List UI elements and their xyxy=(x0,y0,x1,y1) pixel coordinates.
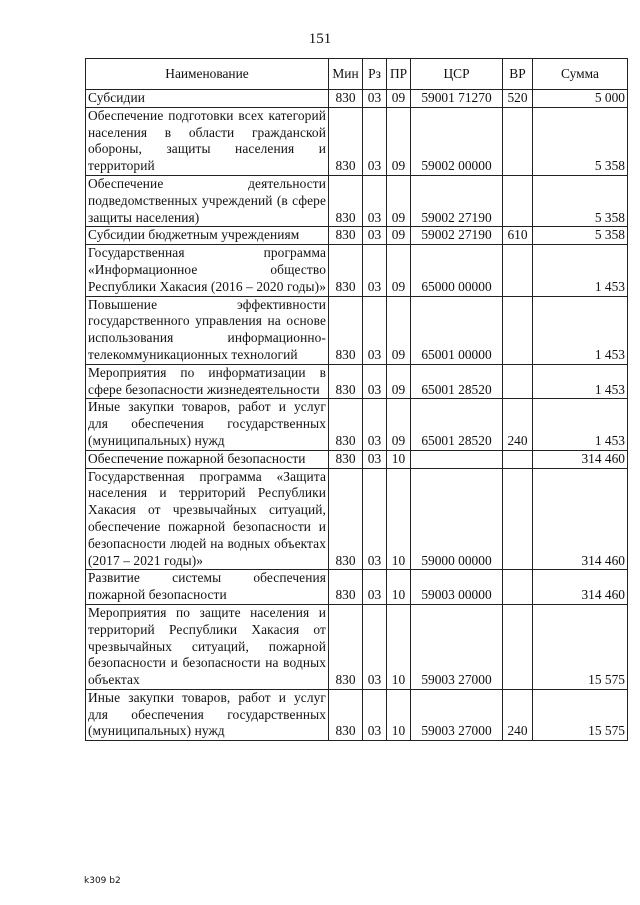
cell-vr xyxy=(503,296,533,364)
table-row xyxy=(86,107,628,175)
cell-vr: 240 xyxy=(503,689,533,740)
cell-rz: 03 xyxy=(363,570,387,605)
cell-rz: 03 xyxy=(363,245,387,296)
cell-csr: 59003 27000 xyxy=(411,604,503,689)
cell-vr xyxy=(503,468,533,570)
cell-csr: 65001 28520 xyxy=(411,399,503,450)
cell-pr: 09 xyxy=(387,90,411,108)
cell-vr xyxy=(503,570,533,605)
cell-csr: 65000 00000 xyxy=(411,245,503,296)
cell-rz: 03 xyxy=(363,399,387,450)
cell-rz: 03 xyxy=(363,227,387,245)
cell-name: Иные закупки товаров, работ и услуг для обеспечения государственных (муниципальных) нужд xyxy=(86,689,329,740)
header-min: Мин xyxy=(329,59,363,90)
cell-csr xyxy=(411,450,503,468)
cell-name: Государственная программа «Информационное общество Республики Хакасия (2016 – 2020 годы)» xyxy=(86,245,329,296)
table-header-row xyxy=(86,59,628,90)
cell-csr: 59000 00000 xyxy=(411,468,503,570)
cell-pr: 10 xyxy=(387,450,411,468)
cell-rz: 03 xyxy=(363,107,387,175)
cell-vr: 610 xyxy=(503,227,533,245)
cell-name: Обеспечение деятельности подведомственных учреждений (в сфере защиты населения) xyxy=(86,175,329,226)
cell-rz: 03 xyxy=(363,296,387,364)
table-row xyxy=(86,245,628,296)
cell-min: 830 xyxy=(329,570,363,605)
cell-min: 830 xyxy=(329,689,363,740)
header-sum: Сумма xyxy=(533,59,628,90)
cell-vr: 520 xyxy=(503,90,533,108)
cell-vr xyxy=(503,245,533,296)
cell-csr: 59003 00000 xyxy=(411,570,503,605)
table-row xyxy=(86,296,628,364)
cell-min: 830 xyxy=(329,399,363,450)
cell-sum: 5 000 xyxy=(533,90,628,108)
cell-min: 830 xyxy=(329,364,363,399)
cell-name: Мероприятия по информатизации в сфере безопасности жизнедеятельности xyxy=(86,364,329,399)
cell-min: 830 xyxy=(329,245,363,296)
header-pr: ПР xyxy=(387,59,411,90)
cell-name: Обеспечение подготовки всех категорий населения в области гражданской обороны, защиты населения и территорий xyxy=(86,107,329,175)
cell-sum: 5 358 xyxy=(533,227,628,245)
header-csr: ЦСР xyxy=(411,59,503,90)
cell-pr: 10 xyxy=(387,689,411,740)
cell-rz: 03 xyxy=(363,689,387,740)
cell-min: 830 xyxy=(329,468,363,570)
cell-name: Мероприятия по защите населения и территорий Республики Хакасия от чрезвычайных ситуаций, пожарной безопасности и безопасности на водных объектах xyxy=(86,604,329,689)
cell-min: 830 xyxy=(329,175,363,226)
table-row xyxy=(86,364,628,399)
cell-pr: 09 xyxy=(387,364,411,399)
cell-pr: 10 xyxy=(387,468,411,570)
cell-pr: 10 xyxy=(387,570,411,605)
cell-name: Иные закупки товаров, работ и услуг для обеспечения государственных (муниципальных) нужд xyxy=(86,399,329,450)
cell-sum: 5 358 xyxy=(533,107,628,175)
cell-sum: 1 453 xyxy=(533,296,628,364)
cell-sum: 1 453 xyxy=(533,245,628,296)
cell-csr: 59003 27000 xyxy=(411,689,503,740)
table-row xyxy=(86,227,628,245)
table-row xyxy=(86,689,628,740)
cell-csr: 59002 00000 xyxy=(411,107,503,175)
cell-rz: 03 xyxy=(363,175,387,226)
cell-vr xyxy=(503,450,533,468)
cell-pr: 09 xyxy=(387,227,411,245)
cell-sum: 15 575 xyxy=(533,604,628,689)
cell-min: 830 xyxy=(329,296,363,364)
table-row xyxy=(86,450,628,468)
table-row xyxy=(86,399,628,450)
cell-pr: 09 xyxy=(387,296,411,364)
cell-sum: 5 358 xyxy=(533,175,628,226)
budget-table xyxy=(85,58,628,741)
table-body xyxy=(86,90,628,741)
cell-pr: 09 xyxy=(387,175,411,226)
cell-name: Развитие системы обеспечения пожарной безопасности xyxy=(86,570,329,605)
cell-sum: 314 460 xyxy=(533,450,628,468)
cell-min: 830 xyxy=(329,450,363,468)
cell-csr: 59002 27190 xyxy=(411,227,503,245)
cell-vr xyxy=(503,175,533,226)
header-vr: ВР xyxy=(503,59,533,90)
cell-sum: 314 460 xyxy=(533,468,628,570)
cell-name: Обеспечение пожарной безопасности xyxy=(86,450,329,468)
cell-rz: 03 xyxy=(363,90,387,108)
header-name: Наименование xyxy=(86,59,329,90)
page-number: 151 xyxy=(308,31,332,47)
cell-name: Повышение эффективности государственного управления на основе использования информационно-телекоммуникационных технологий xyxy=(86,296,329,364)
cell-name: Субсидии бюджетным учреждениям xyxy=(86,227,329,245)
table-row xyxy=(86,468,628,570)
cell-vr: 240 xyxy=(503,399,533,450)
cell-rz: 03 xyxy=(363,450,387,468)
cell-rz: 03 xyxy=(363,468,387,570)
cell-rz: 03 xyxy=(363,364,387,399)
cell-min: 830 xyxy=(329,227,363,245)
cell-pr: 09 xyxy=(387,399,411,450)
cell-sum: 1 453 xyxy=(533,364,628,399)
cell-vr xyxy=(503,107,533,175)
table-row xyxy=(86,570,628,605)
cell-pr: 09 xyxy=(387,245,411,296)
table-row xyxy=(86,90,628,108)
cell-name: Субсидии xyxy=(86,90,329,108)
cell-name: Государственная программа «Защита населения и территорий Республики Хакасия от чрезвычайных ситуаций, обеспечение пожарной безопасности и безопасности людей на водных объектах (2017 – 2021 годы)» xyxy=(86,468,329,570)
cell-pr: 10 xyxy=(387,604,411,689)
cell-csr: 65001 00000 xyxy=(411,296,503,364)
cell-sum: 314 460 xyxy=(533,570,628,605)
footer-code: k309 b2 xyxy=(84,876,121,886)
cell-pr: 09 xyxy=(387,107,411,175)
cell-min: 830 xyxy=(329,604,363,689)
cell-vr xyxy=(503,604,533,689)
cell-sum: 15 575 xyxy=(533,689,628,740)
cell-min: 830 xyxy=(329,90,363,108)
cell-csr: 59001 71270 xyxy=(411,90,503,108)
table-row xyxy=(86,604,628,689)
table-row xyxy=(86,175,628,226)
header-rz: Рз xyxy=(363,59,387,90)
cell-sum: 1 453 xyxy=(533,399,628,450)
cell-min: 830 xyxy=(329,107,363,175)
cell-vr xyxy=(503,364,533,399)
cell-csr: 59002 27190 xyxy=(411,175,503,226)
cell-csr: 65001 28520 xyxy=(411,364,503,399)
cell-rz: 03 xyxy=(363,604,387,689)
